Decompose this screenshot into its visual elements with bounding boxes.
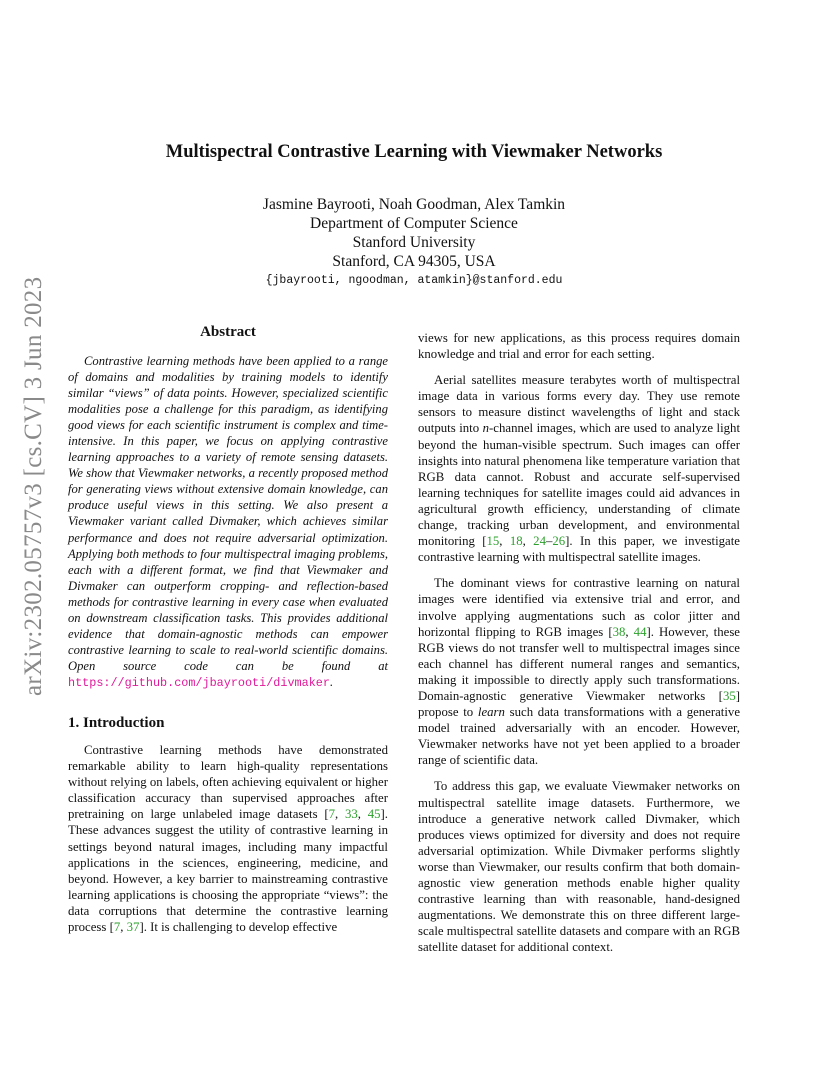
right-column bbox=[418, 330, 740, 965]
section-heading-introduction: 1. Introduction bbox=[68, 714, 165, 731]
body-paragraph: To address this gap, we evaluate Viewmaker networks on multispectral satellite image datasets. Furthermore, we introduce a generative network called Divmaker, which produces views optimized for diversity and does not require adversarial optimization. While Divmaker performs slightly worse than Viewmaker, our results confirm that both domain-agnostic view generation methods enable higher quality contrastive learning than with reasonable, hand-designed augmentations. We demonstrate this on three different large-scale multispectral satellite datasets and compare with an RGB satellite dataset for additional context. bbox=[418, 779, 740, 955]
abstract-heading: Abstract bbox=[200, 324, 256, 340]
body-paragraph: Aerial satellites measure terabytes worth of multispectral image data in various forms every day. They use remote sensors to measure distinct wavelengths of light and stack outputs into n-channel images, which are used to analyze light beyond the human-visible spectrum. Such images can offer insights into natural phenomena like temperature variation that RGB data cannot. Robust and accurate self-supervised learning techniques for satellite images could aid advances in agricultural growth efficiency, understanding of climate change, tracking urban development, and environmental monitoring [15, 18, 24–26]. In this paper, we investigate contrastive learning with multispectral satellite images. bbox=[418, 373, 741, 565]
citation-link[interactable]: 45 bbox=[367, 807, 381, 822]
arxiv-sidebar bbox=[14, 276, 54, 696]
citation-link[interactable]: 24 bbox=[533, 534, 546, 549]
citation-link[interactable]: 7 bbox=[113, 920, 121, 935]
intro-paragraph: Contrastive learning methods have demonstrated remarkable ability to learn high-quality representations without relying on labels, often achieving equivalent or higher classification accuracy than supervised approaches after pretraining on large unlabeled image datasets [7, 33, 45]. These advances suggest the utility of contrastive learning in settings beyond natural images, including many impactful applications in the sciences, engineering, medicine, and beyond. However, a key barrier to mainstreaming contrastive learning applications is choosing the appropriate “views”: the data corruptions that determine the contrastive learning process [7, 37]. It is challenging to develop effective bbox=[68, 742, 389, 935]
citation-link[interactable]: 33 bbox=[344, 807, 358, 822]
author-names: Jasmine Bayrooti, Noah Goodman, Alex Tamkin bbox=[262, 196, 566, 213]
author-emails: {jbayrooti, ngoodman, atamkin}@stanford.edu bbox=[265, 274, 563, 287]
citation-link[interactable]: 15 bbox=[486, 534, 500, 549]
citation-link[interactable]: 18 bbox=[509, 534, 523, 549]
body-paragraph: The dominant views for contrastive learning on natural images were identified via extensive trial and error, and involve applying augmentations such as color jitter and horizontal flipping to RGB images [38, 44]. However, these RGB views do not transfer well to multispectral images since each channel has different numeral ranges and semantics, making it impossible to directly apply such transformations. Domain-agnostic generative Viewmaker networks [35] propose to learn such data transformations with a generative model trained adversarially with an encoder. However, Viewmaker networks have not yet been applied to a broader range of scientific data. bbox=[418, 576, 740, 768]
author-department: Department of Computer Science bbox=[310, 215, 518, 232]
citation-link[interactable]: 38 bbox=[612, 624, 626, 639]
citation-link[interactable]: 26 bbox=[552, 534, 566, 549]
arxiv-identifier: arXiv:2302.05757v3 [cs.CV] 3 Jun 2023 bbox=[20, 276, 47, 696]
author-location: Stanford, CA 94305, USA bbox=[332, 253, 496, 270]
body-paragraph: views for new applications, as this process requires domain knowledge and trial and error for each setting. bbox=[418, 331, 740, 362]
author-university: Stanford University bbox=[352, 234, 476, 251]
code-link[interactable]: https://github.com/jbayrooti/divmaker bbox=[68, 675, 330, 690]
left-column bbox=[68, 324, 388, 945]
abstract-text: Contrastive learning methods have been applied to a range of domains and modalities by training models to identify similar “views” of data points. However, specialized scientific modalities pose a challenge for this paradigm, as identifying good views for each scientific instrument is complex and time-intensive. In this paper, we focus on applying contrastive learning approaches to a variety of remote sensing datasets. We show that Viewmaker networks, a recently proposed method for generating views without extensive domain knowledge, can produce useful views in this setting. We also present a Viewmaker variant called Divmaker, which achieves similar performance and does not require adversarial optimization. Applying both methods to four multispectral imaging problems, each with a different format, we find that Viewmaker and Divmaker can outperform cropping- and reflection-based methods for contrastive learning in every case when evaluated on downstream classification tasks. This provides additional evidence that domain-agnostic methods can empower contrastive learning to scale to real-world scientific domains. Open source code can be found at https://github.com/jbayrooti/divmaker. bbox=[68, 354, 388, 690]
citation-link[interactable]: 37 bbox=[126, 920, 140, 935]
author-block bbox=[0, 195, 828, 271]
paper-title: Multispectral Contrastive Learning with Viewmaker Networks bbox=[165, 142, 663, 162]
citation-link[interactable]: 7 bbox=[328, 807, 336, 822]
citation-link[interactable]: 35 bbox=[722, 688, 736, 703]
citation-link[interactable]: 44 bbox=[633, 624, 647, 639]
